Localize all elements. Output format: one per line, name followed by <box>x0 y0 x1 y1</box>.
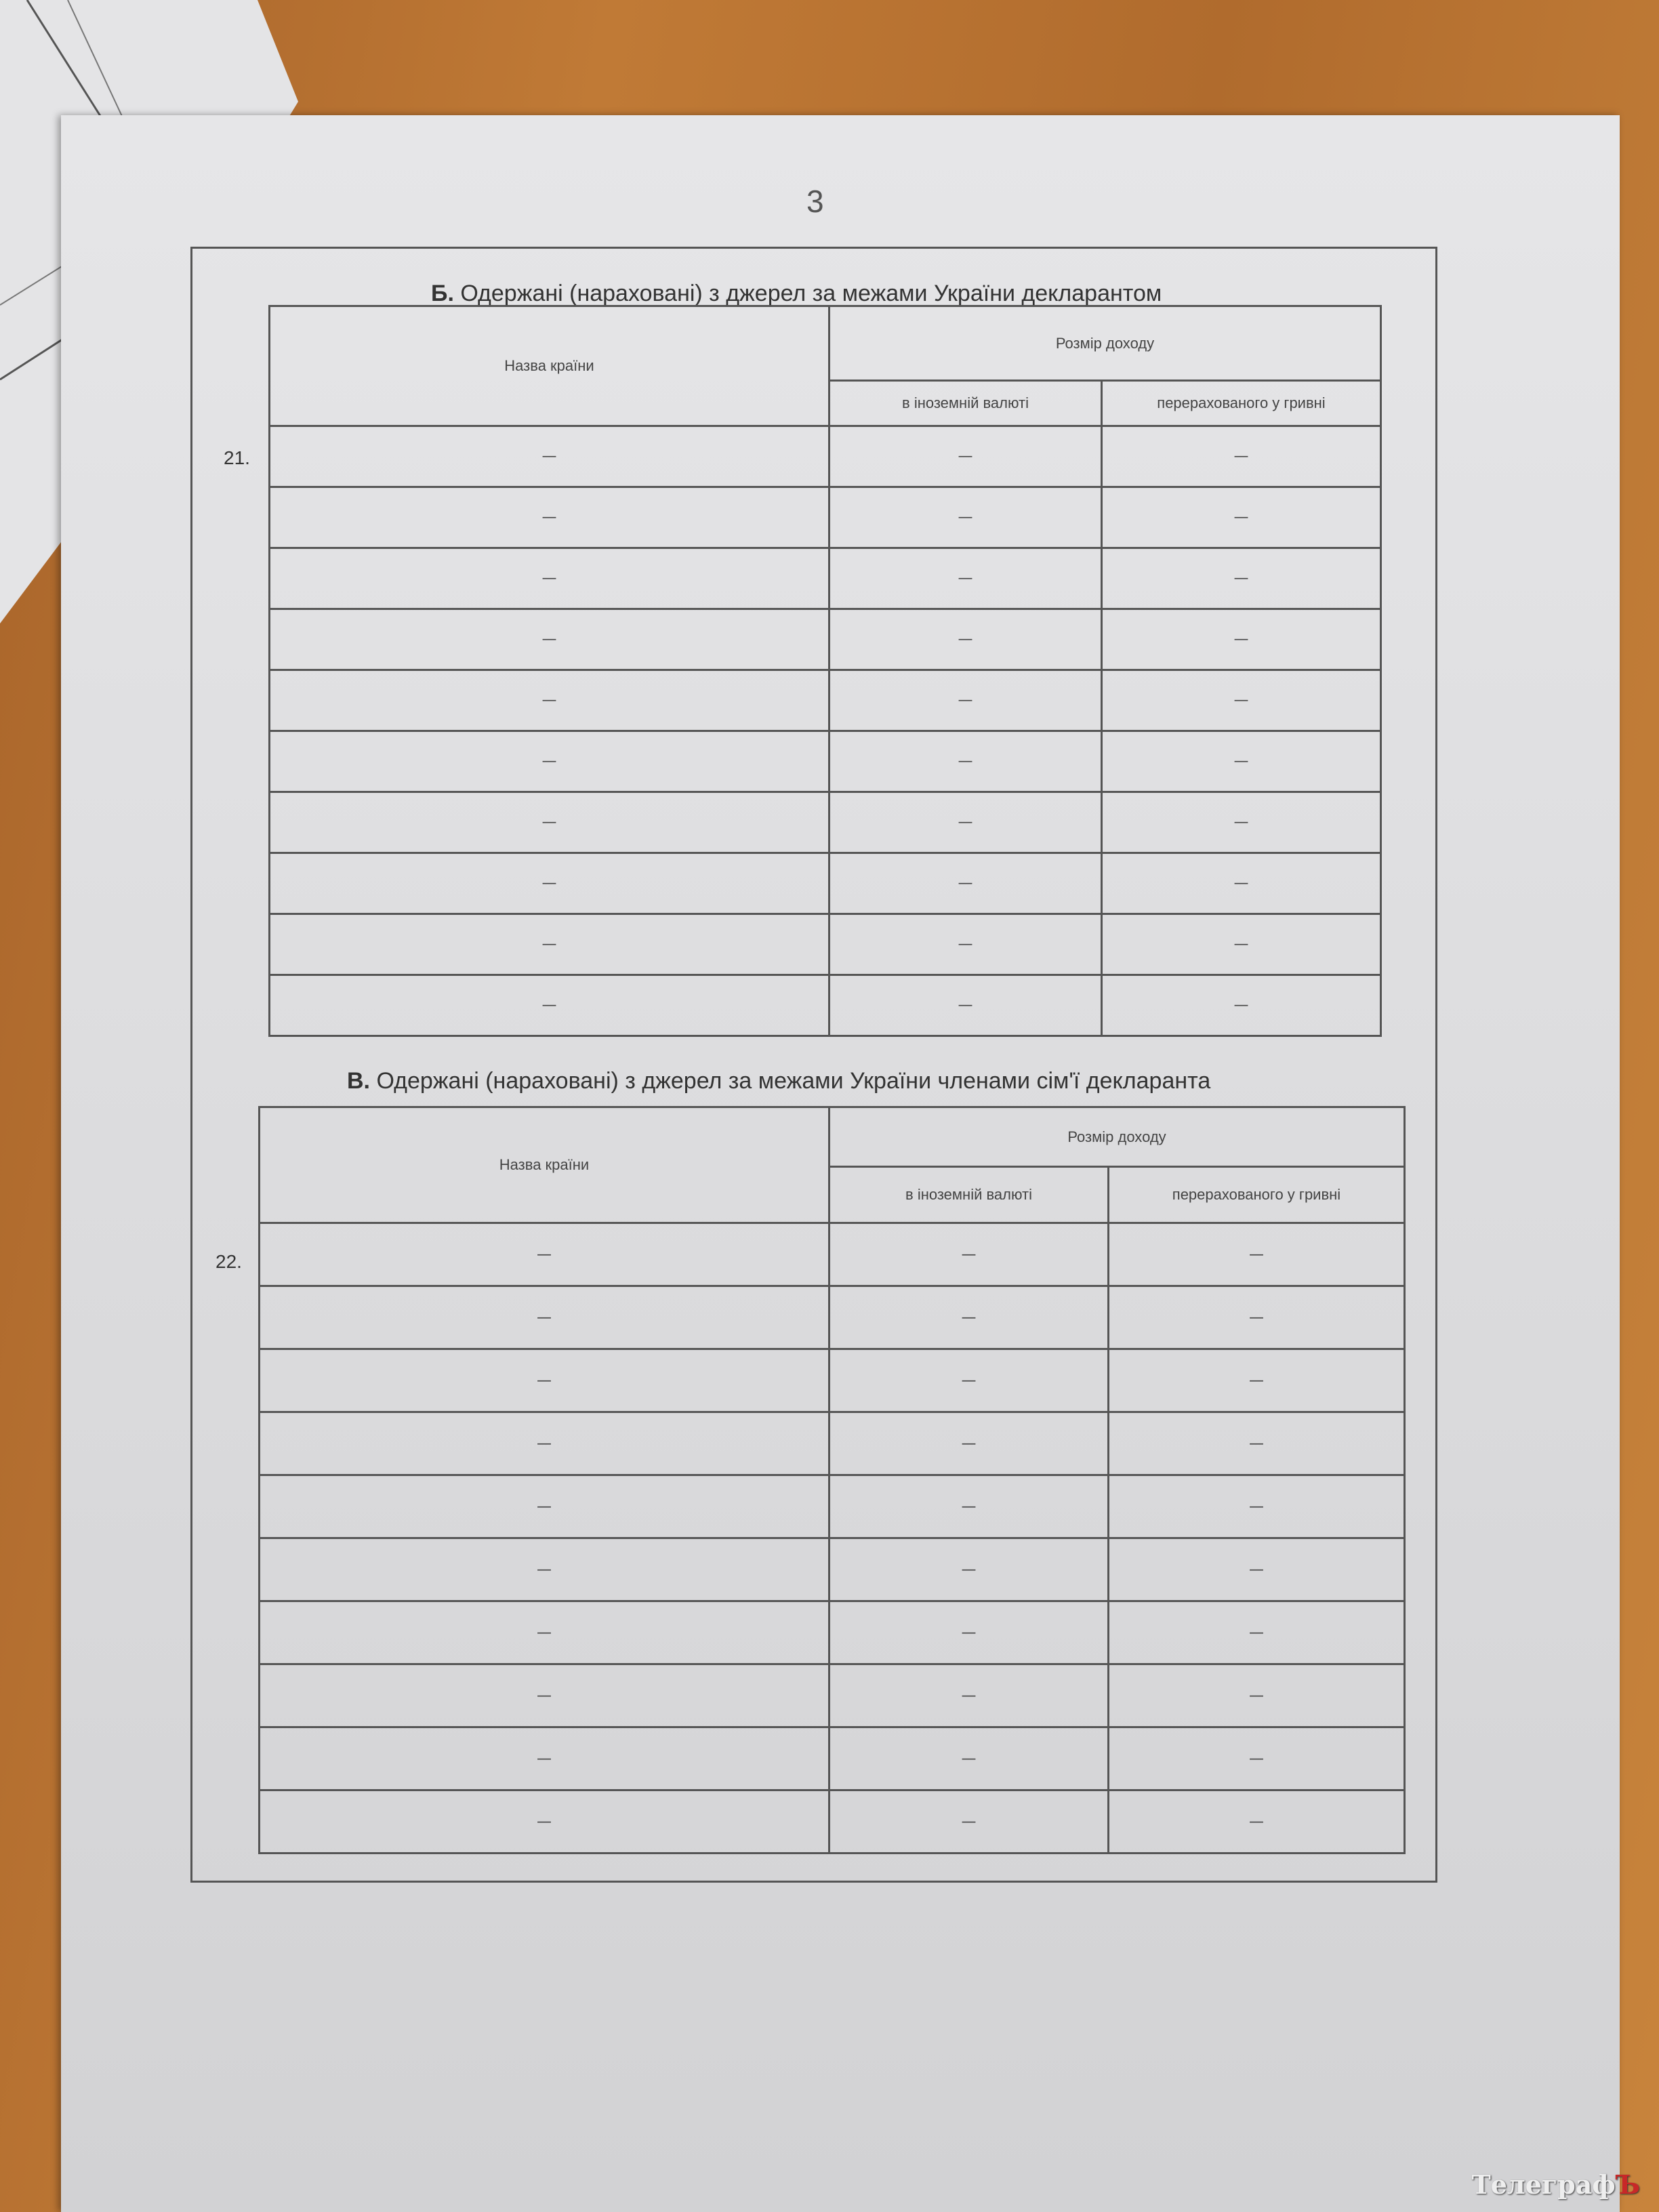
uah-cell: — <box>1102 670 1381 731</box>
header-income-size: Розмір доходу <box>830 1107 1405 1167</box>
uah-cell: — <box>1102 548 1381 609</box>
foreign-currency-cell: — <box>830 1727 1109 1790</box>
uah-cell: — <box>1109 1349 1405 1412</box>
country-cell: — <box>270 670 830 731</box>
section-b-title: Б. Одержані (нараховані) з джерел за межами України декларантом <box>431 281 1162 306</box>
foreign-currency-cell: — <box>830 1286 1109 1349</box>
table-row <box>260 1538 1405 1601</box>
foreign-currency-cell: — <box>830 792 1102 853</box>
header-country: Назва країни <box>270 306 830 426</box>
uah-cell: — <box>1109 1601 1405 1664</box>
table-row <box>270 487 1381 548</box>
telegraf-watermark: ТелеграфЪ <box>1471 2169 1640 2200</box>
table-row <box>260 1286 1405 1349</box>
uah-cell: — <box>1102 609 1381 670</box>
country-cell: — <box>270 609 830 670</box>
table-row <box>270 792 1381 853</box>
foreign-currency-cell: — <box>830 426 1102 487</box>
table-row <box>270 548 1381 609</box>
page-number: 3 <box>806 184 824 219</box>
country-cell: — <box>260 1601 830 1664</box>
uah-cell: — <box>1102 426 1381 487</box>
uah-cell: — <box>1102 975 1381 1036</box>
foreign-currency-cell: — <box>830 853 1102 914</box>
uah-cell: — <box>1109 1538 1405 1601</box>
table-row <box>270 731 1381 792</box>
table-row <box>260 1664 1405 1727</box>
table-row <box>260 1223 1405 1286</box>
table-row <box>260 1601 1405 1664</box>
uah-cell: — <box>1109 1223 1405 1286</box>
foreign-currency-cell: — <box>830 914 1102 975</box>
table-row <box>270 914 1381 975</box>
foreign-currency-cell: — <box>830 975 1102 1036</box>
table-row <box>260 1412 1405 1475</box>
foreign-currency-cell: — <box>830 1412 1109 1475</box>
header-income-size: Розмір доходу <box>830 306 1381 381</box>
country-cell: — <box>270 731 830 792</box>
foreign-currency-cell: — <box>830 548 1102 609</box>
header-foreign-currency: в іноземній валюті <box>830 1167 1109 1223</box>
foreign-currency-cell: — <box>830 1664 1109 1727</box>
country-cell: — <box>270 975 830 1036</box>
section-b-table <box>268 305 1382 1037</box>
table-row <box>270 975 1381 1036</box>
country-cell: — <box>260 1349 830 1412</box>
country-cell: — <box>260 1223 830 1286</box>
section-v-table <box>258 1106 1406 1854</box>
foreign-currency-cell: — <box>830 1538 1109 1601</box>
country-cell: — <box>270 792 830 853</box>
country-cell: — <box>260 1538 830 1601</box>
uah-cell: — <box>1102 853 1381 914</box>
table-row <box>270 426 1381 487</box>
section-v-title: В. Одержані (нараховані) з джерел за межами України членами сім'ї декларанта <box>347 1068 1211 1094</box>
uah-cell: — <box>1109 1790 1405 1853</box>
table-row <box>270 670 1381 731</box>
uah-cell: — <box>1102 731 1381 792</box>
uah-cell: — <box>1109 1412 1405 1475</box>
header-in-uah: перерахованого у гривні <box>1102 381 1381 426</box>
section-v-row-number: 22. <box>216 1251 242 1272</box>
country-cell: — <box>260 1412 830 1475</box>
country-cell: — <box>270 914 830 975</box>
country-cell: — <box>270 853 830 914</box>
country-cell: — <box>270 487 830 548</box>
country-cell: — <box>270 548 830 609</box>
table-row <box>260 1727 1405 1790</box>
uah-cell: — <box>1102 792 1381 853</box>
country-cell: — <box>260 1727 830 1790</box>
foreign-currency-cell: — <box>830 731 1102 792</box>
uah-cell: — <box>1102 487 1381 548</box>
foreign-currency-cell: — <box>830 670 1102 731</box>
foreign-currency-cell: — <box>830 1223 1109 1286</box>
foreign-currency-cell: — <box>830 1601 1109 1664</box>
table-row <box>260 1475 1405 1538</box>
uah-cell: — <box>1109 1475 1405 1538</box>
foreign-currency-cell: — <box>830 1349 1109 1412</box>
table-row <box>270 609 1381 670</box>
header-in-uah: перерахованого у гривні <box>1109 1167 1405 1223</box>
country-cell: — <box>260 1664 830 1727</box>
uah-cell: — <box>1109 1664 1405 1727</box>
country-cell: — <box>260 1286 830 1349</box>
foreign-currency-cell: — <box>830 609 1102 670</box>
country-cell: — <box>270 426 830 487</box>
foreign-currency-cell: — <box>830 1475 1109 1538</box>
foreign-currency-cell: — <box>830 1790 1109 1853</box>
uah-cell: — <box>1109 1286 1405 1349</box>
uah-cell: — <box>1109 1727 1405 1790</box>
header-country: Назва країни <box>260 1107 830 1223</box>
table-row <box>260 1790 1405 1853</box>
section-b-row-number: 21. <box>224 447 250 468</box>
table-row <box>260 1349 1405 1412</box>
uah-cell: — <box>1102 914 1381 975</box>
header-foreign-currency: в іноземній валюті <box>830 381 1102 426</box>
foreign-currency-cell: — <box>830 487 1102 548</box>
country-cell: — <box>260 1475 830 1538</box>
country-cell: — <box>260 1790 830 1853</box>
table-row <box>270 853 1381 914</box>
